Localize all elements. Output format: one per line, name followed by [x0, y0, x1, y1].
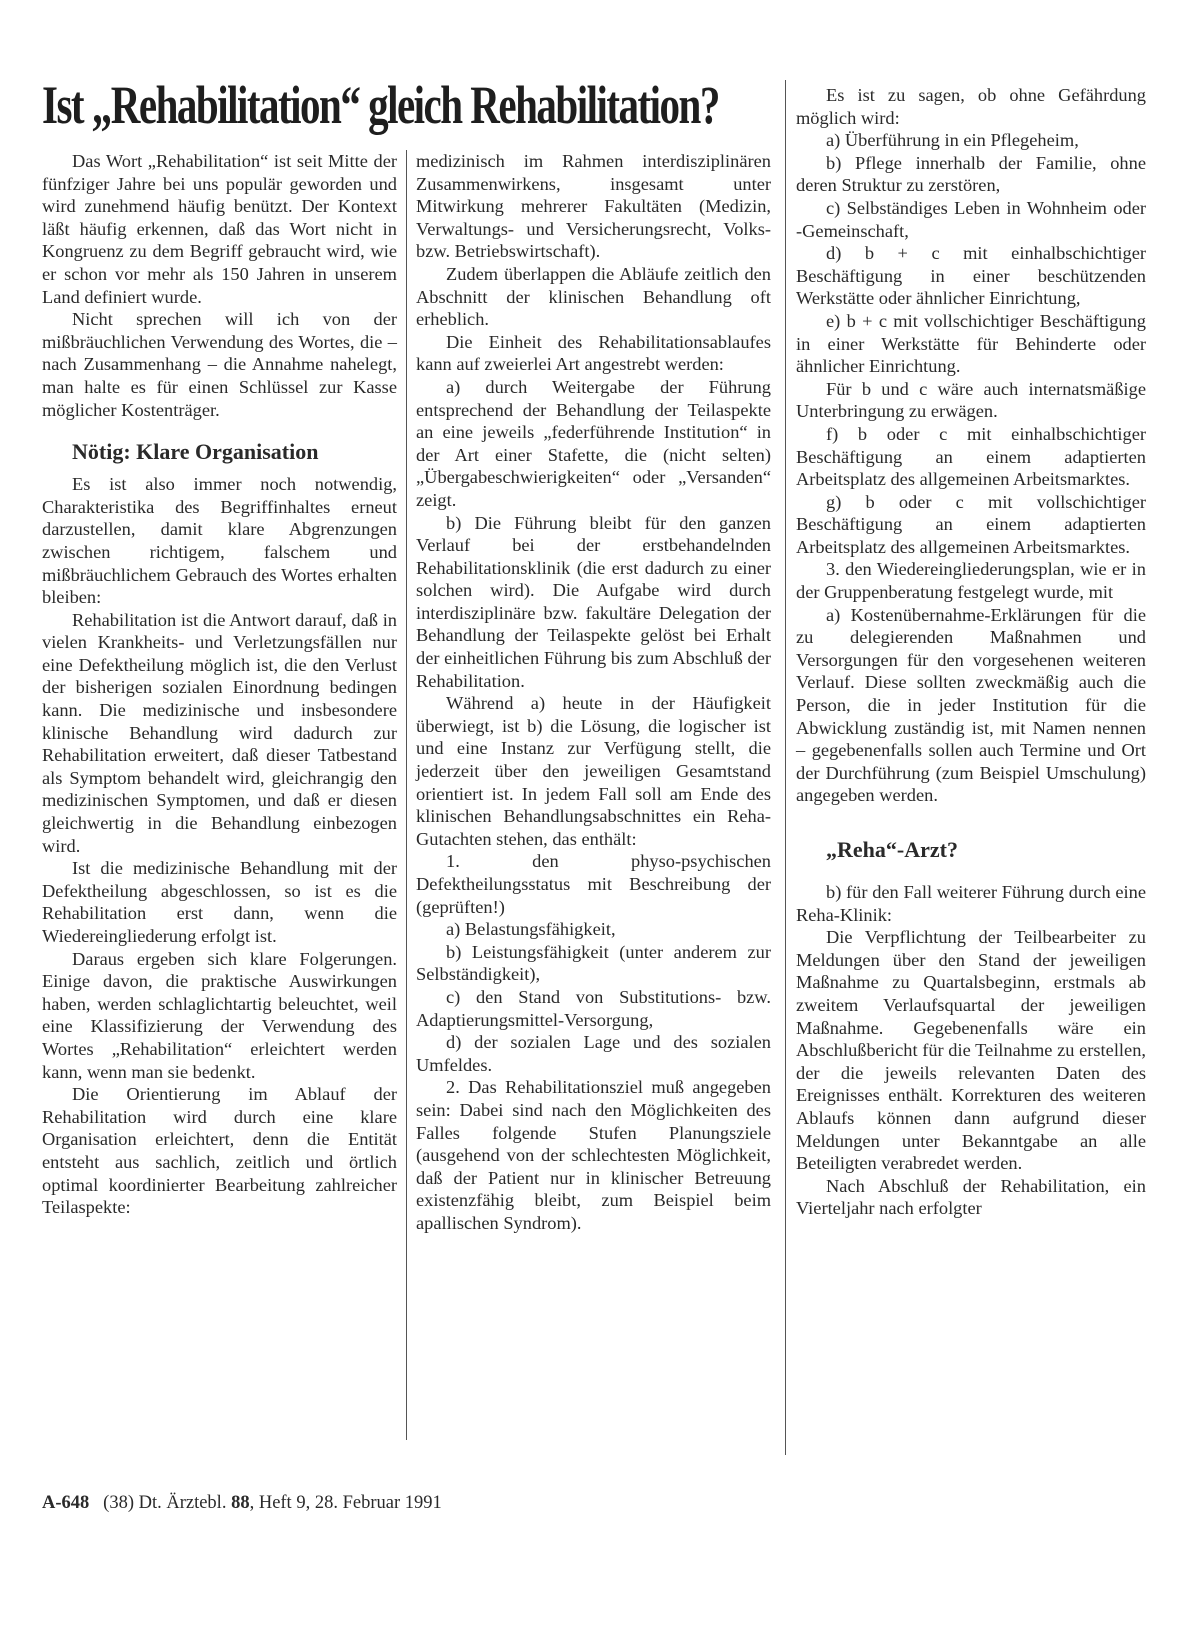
list-item: a) Überführung in ein Pflegeheim, — [826, 130, 1079, 151]
list-item: a) durch Weitergabe der Führung entsprechend der Behandlung der Teilaspekte an eine jeweils „federführende Institution“ in der Art einer Stafette, die (nicht selten) „Übergabeschwierigkeiten“ oder „Versanden“ zeigt. — [416, 376, 771, 510]
paragraph: Es ist also immer noch notwendig, Charakteristika des Begriffinhaltes erneut darzustellen, damit klare Abgrenzungen zwischen richtigem, falschem und mißbräuchlichem Gebrauch des Wortes erhalten bleiben: — [42, 474, 397, 608]
paragraph: Die Einheit des Rehabilitationsablaufes kann auf zweierlei Art angestrebt werden: — [416, 331, 771, 375]
list-item: 3. den Wiedereingliederungsplan, wie er in der Gruppenberatung festgelegt wurde, mit — [796, 559, 1146, 603]
list-item: g) b oder c mit vollschichtiger Beschäftigung an einem adaptierten Arbeitsplatz des allgemeinen Arbeitsmarktes. — [796, 491, 1146, 557]
list-item: c) Selbständiges Leben in Wohnheim oder -Gemeinschaft, — [796, 197, 1146, 241]
paragraph: Für b und c wäre auch internatsmäßige Unterbringung zu erwägen. — [796, 378, 1146, 422]
page-footer — [42, 1493, 442, 1514]
list-item: b) für den Fall weiterer Führung durch eine Reha-Klinik: — [796, 882, 1146, 925]
list-item: 1. den physo-psychischen Defektheilungsstatus mit Beschreibung der (geprüften!) — [416, 851, 771, 917]
paragraph: Nach Abschluß der Rehabilitation, ein Vierteljahr nach erfolgter — [796, 1175, 1146, 1219]
paragraph: Die Orientierung im Ablauf der Rehabilitation wird durch eine klare Organisation erleichtert, denn die Entität entsteht aus sachlich, zeitlich und örtlich optimal koordinierter Bearbeitung zahlreicher Teilaspekte: — [42, 1084, 397, 1218]
paragraph: Ist die medizinische Behandlung mit der Defektheilung abgeschlossen, so ist es die Rehabilitation erst dann, wenn die Wiedereingliederung erfolgt ist. — [42, 858, 397, 946]
section-heading: „Reha“-Arzt? — [826, 837, 958, 862]
paragraph: Es ist zu sagen, ob ohne Gefährdung möglich wird: — [796, 85, 1146, 128]
section-heading: Nötig: Klare Organisation — [72, 439, 319, 465]
paragraph: Das Wort „Rehabilitation“ ist seit Mitte der fünfziger Jahre bei uns populär geworden und wird zunehmend häufig benützt. Der Kontext läßt häufig erkennen, daß das Wort nicht in Kongruenz zu dem Begriff gebraucht wird, wie er schon vor mehr als 150 Jahren in unserem Land definiert wurde. — [42, 151, 397, 307]
paragraph: Nicht sprechen will ich von der mißbräuchlichen Verwendung des Wortes, die – nach Zusammenhang – die Annahme nahelegt, man halte es für einen Schlüssel zur Kasse möglicher Kostenträger. — [42, 309, 397, 420]
paragraph: Während a) heute in der Häufigkeit überwiegt, ist b) die Lösung, die logischer ist und eine Instanz zur Verfügung stellt, die jederzeit über den jeweiligen Gesamtstand orientiert ist. In jedem Fall soll am Ende des klinischen Behandlungsabschnittes ein Reha-Gutachten stehen, das enthält: — [416, 693, 771, 849]
paragraph: medizinisch im Rahmen interdisziplinären Zusammenwirkens, insgesamt unter Mitwirkung mehrerer Fakultäten (Medizin, Verwaltungs- und Versicherungsrecht, Volks- bzw. Betriebswirtschaft). — [416, 151, 771, 262]
journal-reference: (38) Dt. Ärztebl. — [103, 1493, 227, 1513]
list-item: d) b + c mit einhalbschichtiger Beschäftigung in einer beschützenden Werkstätte oder ähnlicher Einrichtung, — [796, 243, 1146, 309]
page-number: A-648 — [42, 1493, 90, 1513]
text-column-3 — [796, 84, 1146, 1220]
list-item: a) Belastungsfähigkeit, — [446, 919, 616, 940]
text-column-2 — [416, 150, 771, 1235]
list-item: c) den Stand von Substitutions- bzw. Adaptierungsmittel-Versorgung, — [416, 986, 771, 1030]
paragraph: Daraus ergeben sich klare Folgerungen. Einige davon, die praktische Auswirkungen haben, werden schlaglichtartig beleuchtet, weil eine Klassifizierung der Verwendung des Wortes „Rehabilitation“ erleichtert werden kann, wenn man sie bedenkt. — [42, 948, 397, 1082]
paragraph: Die Verpflichtung der Teilbearbeiter zu Meldungen über den Stand der jeweiligen Maßnahme zu Quartalsbeginn, erstmals ab zweitem Verlaufsquartal der jeweiligen Maßnahme. Gegebenenfalls wäre ein Abschlußbericht für die Teilnahme zu erstellen, der die jeweils relevanten Daten des Ereignisses enthält. Korrekturen des weiteren Ablaufs können dann aufgrund dieser Meldungen unter Bekanntgabe an alle Beteiligten verabredet werden. — [796, 927, 1146, 1174]
list-item: f) b oder c mit einhalbschichtiger Beschäftigung an einem adaptierten Arbeitsplatz des allgemeinen Arbeitsmarktes. — [796, 423, 1146, 490]
list-item: e) b + c mit vollschichtiger Beschäftigung in einer Werkstätte für Behinderte oder ähnlicher Einrichtung. — [796, 310, 1146, 377]
list-item: d) der sozialen Lage und des sozialen Umfeldes. — [416, 1032, 771, 1075]
paragraph: Zudem überlappen die Abläufe zeitlich den Abschnitt der klinischen Behandlung oft erheblich. — [416, 263, 771, 330]
article-title: Ist „Rehabilitation“ gleich Rehabilitation? — [42, 75, 719, 135]
column-divider — [406, 150, 407, 1440]
list-item: b) Leistungsfähigkeit (unter anderem zur Selbständigkeit), — [416, 941, 771, 985]
column-divider — [785, 80, 786, 1455]
list-item: a) Kostenübernahme-Erklärungen für die zu delegierenden Maßnahmen und Versorgungen für den vorgesehenen weiteren Verlauf. Diese sollten zweckmäßig auch die Person, die in jeder Institution für die Abwicklung zuständig ist, mit Namen nennen – gegebenenfalls sollen auch Termine und Ort der Durchführung (zum Beispiel Umschulung) angegeben werden. — [796, 604, 1146, 806]
text-column-1 — [42, 150, 397, 1219]
list-item: b) Die Führung bleibt für den ganzen Verlauf bei der erstbehandelnden Rehabilitationsklinik (die erst dadurch zu einer solchen wird). Die Aufgabe wird durch interdisziplinäre bzw. fakultäre Delegation der Behandlung der Teilaspekte gelöst bei Erhalt der einheitlichen Führung bis zum Abschluß der Rehabilitation. — [416, 512, 771, 691]
journal-volume: 88 — [231, 1493, 250, 1513]
journal-issue-date: , Heft 9, 28. Februar 1991 — [249, 1493, 442, 1513]
list-item: 2. Das Rehabilitationsziel muß angegeben sein: Dabei sind nach den Möglichkeiten des Falles folgende Stufen Planungsziele (ausgehend von der schlechtesten Möglichkeit, daß der Patient nur in klinischer Betreuung existenzfähig bleibt, zum Beispiel beim apallischen Syndrom). — [416, 1077, 771, 1233]
paragraph: Rehabilitation ist die Antwort darauf, daß in vielen Krankheits- und Verletzungsfällen nur eine Defektheilung möglich ist, die den Verlust der bisherigen sozialen Einordnung bedingen kann. Die medizinische und insbesondere klinische Behandlung wird dadurch zur Rehabilitation erweitert, daß dieser Tatbestand als Symptom behandelt wird, gleichrangig den medizinischen Symptomen, und daß er diesen gleichwertig in die Behandlung einbezogen wird. — [42, 609, 397, 856]
list-item: b) Pflege innerhalb der Familie, ohne deren Struktur zu zerstören, — [796, 152, 1146, 196]
